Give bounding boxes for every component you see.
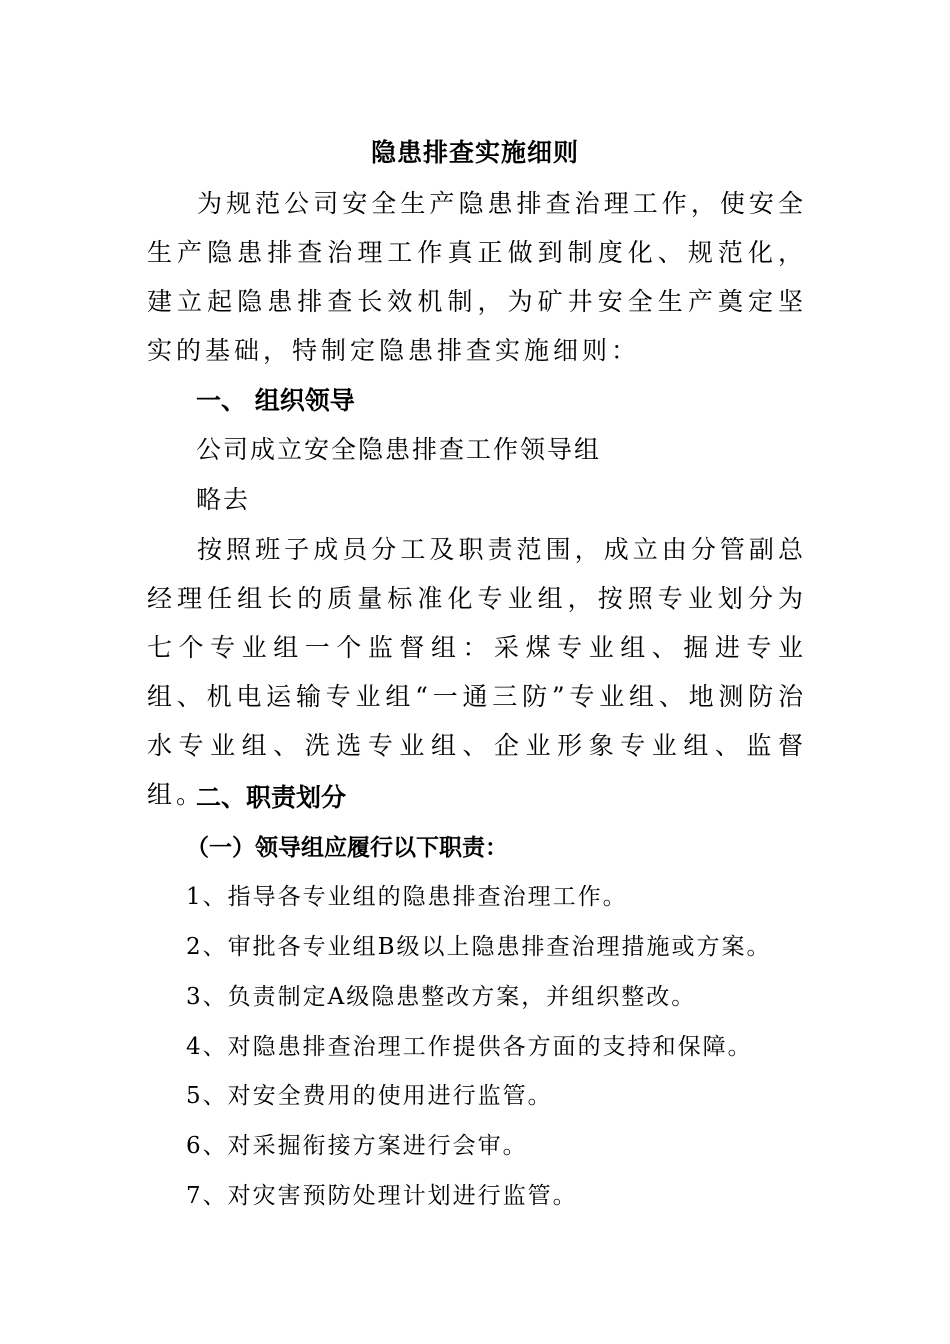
duty-item: 6、对采掘衔接方案进行会审。 — [186, 1133, 528, 1159]
section1-paragraph: 按照班子成员分工及职责范围，成立由分管副总经理任组长的质量标准化专业组，按照专业划分为七个专业组一个监督组：采煤专业组、掘进专业组、机电运输专业组“一通三防”专业组、地测防治水专业组、洗选专业组、企业形象专业组、监督组。 — [147, 535, 807, 809]
section2-heading: 二、职责划分 — [196, 783, 347, 812]
section1-heading: 一、 组织领导 — [196, 386, 355, 415]
section2-subheading: （一）领导组应履行以下职责： — [186, 835, 508, 861]
duty-item: 2、审批各专业组B级以上隐患排查治理措施或方案。 — [186, 934, 772, 960]
section1-line1: 公司成立安全隐患排查工作领导组 — [196, 435, 602, 464]
duty-item: 1、指导各专业组的隐患排查治理工作。 — [186, 884, 628, 910]
duty-item: 3、负责制定A级隐患整改方案，并组织整改。 — [186, 984, 697, 1010]
intro-paragraph: 为规范公司安全生产隐患排查治理工作，使安全生产隐患排查治理工作真正做到制度化、规范化，建立起隐患排查长效机制，为矿井安全生产奠定坚实的基础，特制定隐患排查实施细则： — [147, 189, 807, 365]
duty-item: 7、对灾害预防处理计划进行监管。 — [186, 1183, 578, 1209]
duty-item: 4、对隐患排查治理工作提供各方面的支持和保障。 — [186, 1034, 753, 1060]
document-title: 隐患排查实施细则 — [370, 138, 579, 167]
section1-line2: 略去 — [196, 485, 251, 514]
duty-item: 5、对安全费用的使用进行监管。 — [186, 1083, 553, 1109]
